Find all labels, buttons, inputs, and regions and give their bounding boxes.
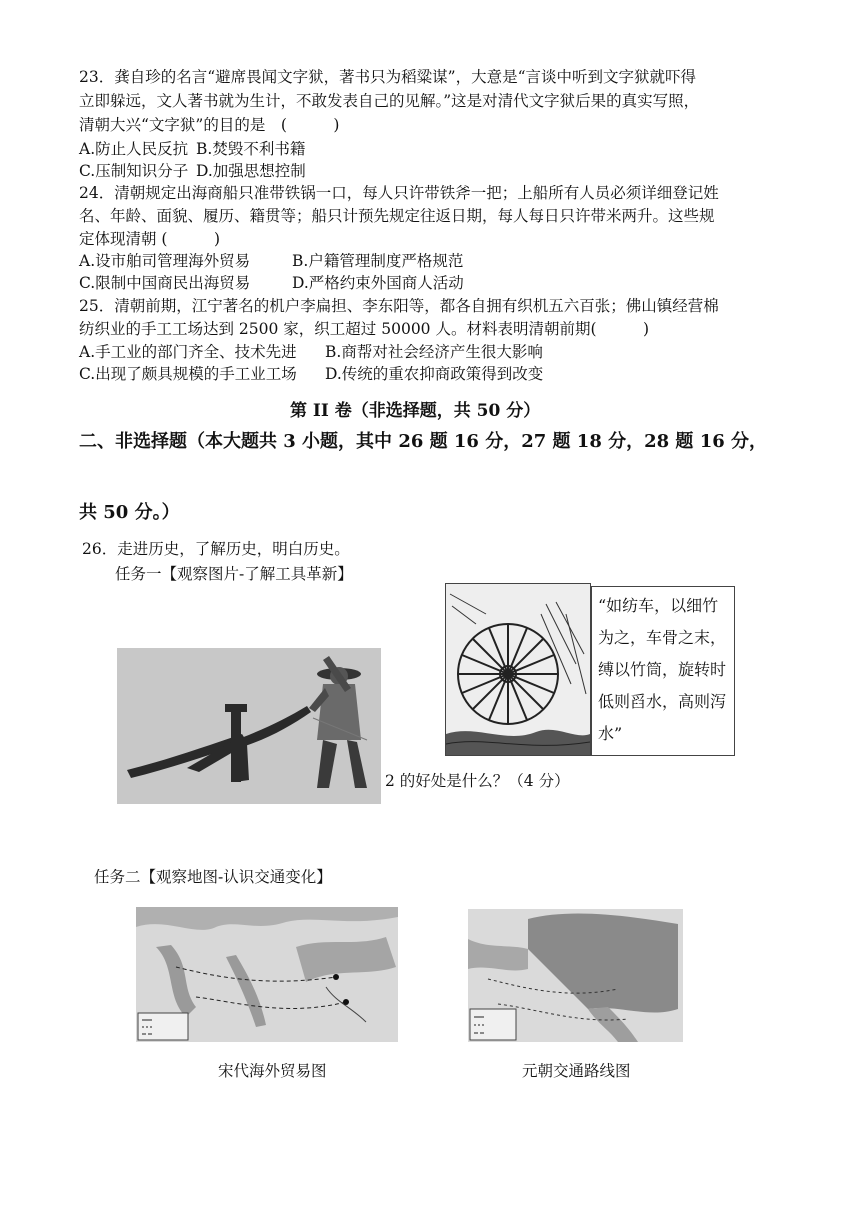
q24-option-b: B.户籍管理制度严格规范: [292, 252, 464, 270]
q25-option-a: A.手工业的部门齐全、技术先进: [79, 343, 297, 361]
task-one-label: 任务一【观察图片-了解工具革新】: [115, 565, 353, 583]
plough-image: [117, 648, 381, 804]
quote-line-2: 为之，车骨之末，: [598, 628, 727, 647]
section-two-heading-line1: 二、非选择题（本大题共 3 小题，其中 26 题 16 分，27 题 18 分，28 题 16 分，: [79, 431, 768, 452]
quote-line-3: 缚以竹筒，旋转时: [598, 660, 727, 679]
quote-line-1: “如纺车，以细竹: [598, 596, 719, 615]
q25-line1: 25．清朝前期，江宁著名的机户李扁担、李东阳等，都各自拥有织机五六百张；佛山镇经营棉: [79, 297, 719, 315]
quote-line-5: 水”: [598, 724, 623, 743]
q23-line2: 立即躲远，文人著书就为生计，不敢发表自己的见解。”这是对清代文字狱后果的真实写照，: [79, 92, 700, 110]
quote-line-4: 低则舀水，高则泻: [598, 692, 727, 711]
q24-option-c: C.限制中国商民出海贸易: [79, 274, 251, 292]
q26-intro: 26．走进历史，了解历史，明白历史。: [82, 540, 350, 558]
yuan-map-caption: 元朝交通路线图: [522, 1062, 631, 1080]
quote-box: [591, 586, 735, 756]
yuan-transport-map: [468, 909, 683, 1042]
q23-option-c: C.压制知识分子: [79, 162, 189, 180]
part-two-title: 第 II 卷（非选择题，共 50 分）: [290, 401, 541, 421]
q25-option-d: D.传统的重农抑商政策得到改变: [325, 365, 544, 383]
song-map-caption: 宋代海外贸易图: [218, 1062, 327, 1080]
q24-line1: 24．清朝规定出海商船只准带铁锅一口，每人只许带铁斧一把；上船所有人员必须详细登记姓: [79, 184, 719, 202]
water-wheel-image: [445, 583, 591, 756]
q24-line2: 名、年龄、面貌、履历、籍贯等；船只计预先规定往返日期，每人每日只许带米两升。这些规: [79, 207, 715, 225]
q23-option-a: A.防止人民反抗: [79, 140, 189, 158]
q23-option-b: B.焚毁不利书籍: [196, 140, 306, 158]
song-trade-map: [136, 907, 398, 1042]
q26-partial-question: 2 的好处是什么？（4 分）: [385, 772, 570, 790]
q24-option-a: A.设市舶司管理海外贸易: [79, 252, 251, 270]
q24-option-d: D.严格约束外国商人活动: [292, 274, 464, 292]
q23-line1: 23．龚自珍的名言“避席畏闻文字狱，著书只为稻粱谋”，大意是“言谈中听到文字狱就吓得: [79, 68, 696, 86]
task-two-label: 任务二【观察地图-认识交通变化】: [94, 868, 332, 886]
q24-line3: 定体现清朝 ( ): [79, 230, 221, 248]
q23-line3: 清朝大兴“文字狱”的目的是 ( ): [79, 116, 340, 134]
q25-line2: 纺织业的手工工场达到 2500 家，织工超过 50000 人。材料表明清朝前期( ): [79, 320, 650, 338]
section-two-heading-line2: 共 50 分。）: [79, 502, 180, 523]
q25-option-b: B.商帮对社会经济产生很大影响: [325, 343, 543, 361]
q25-option-c: C.出现了颇具规模的手工业工场: [79, 365, 297, 383]
q23-option-d: D.加强思想控制: [196, 162, 306, 180]
